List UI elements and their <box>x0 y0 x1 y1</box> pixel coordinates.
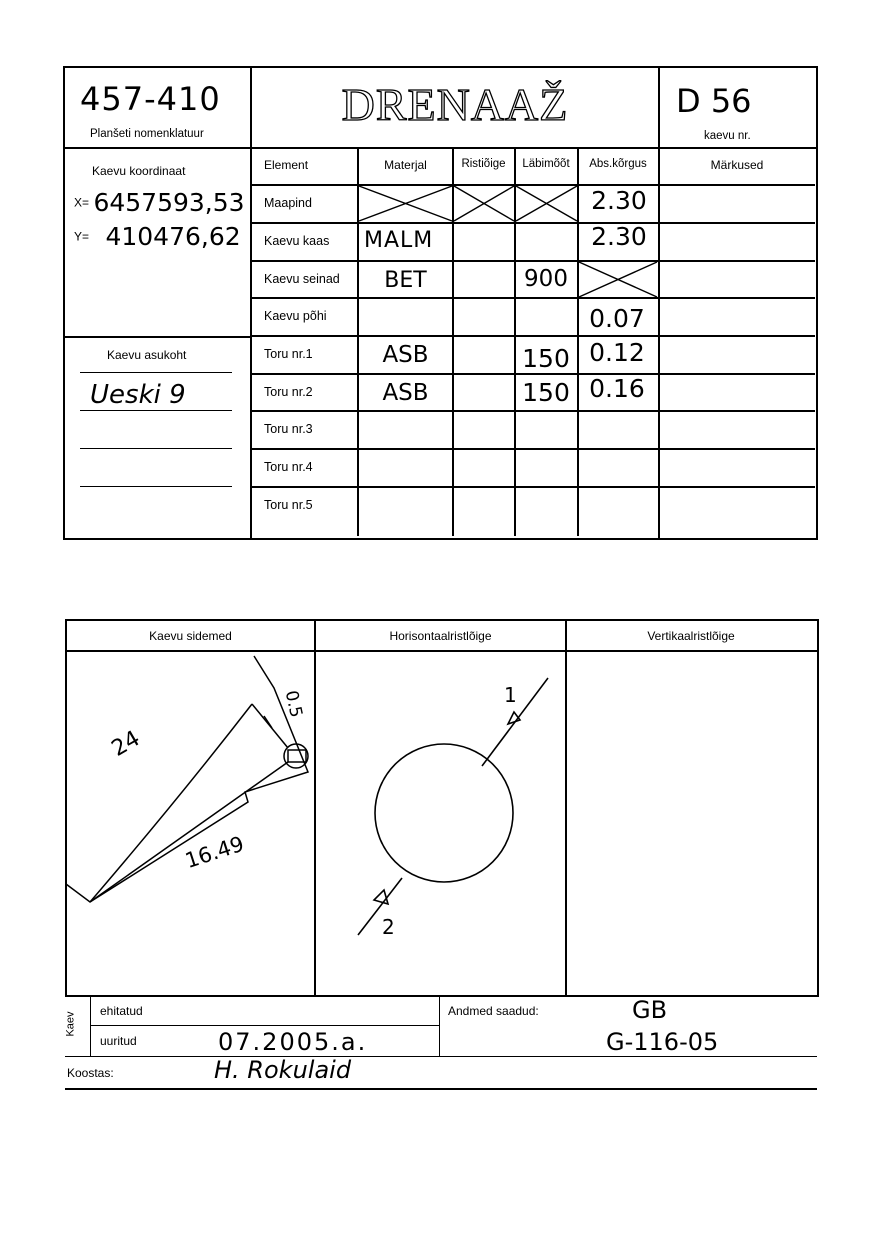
row-label: Kaevu põhi <box>264 309 327 323</box>
footer-rule-mid <box>91 1025 439 1026</box>
section-ties-title: Kaevu sidemed <box>149 629 232 643</box>
row-label: Kaevu kaas <box>264 234 330 248</box>
well-circle <box>375 744 513 882</box>
data-received-label: Andmed saadud: <box>448 1004 539 1018</box>
cell-materjal: ASB <box>382 342 429 368</box>
dim-c-label: 0.5 <box>280 688 306 720</box>
footer-vline-mid <box>439 995 440 1057</box>
crossed-cells <box>0 0 874 560</box>
section-horizontal-title: Horisontaalristlõige <box>389 629 492 643</box>
cell-abs: 2.30 <box>591 186 647 215</box>
col-header-element: Element <box>264 158 309 172</box>
built-label: ehitatud <box>100 1004 143 1018</box>
footer-rule-bottom <box>65 1056 817 1057</box>
col-header-labimoot: Läbimõõt <box>522 158 570 170</box>
pipe-1-arrow <box>508 712 520 724</box>
coordinates-label: Kaevu koordinaat <box>92 164 186 178</box>
cell-labimoot: 900 <box>524 266 568 292</box>
pipe-2-arrow <box>374 890 388 904</box>
footer-vline-side <box>90 995 91 1057</box>
x-value: 6457593,53 <box>93 188 245 217</box>
cell-labimoot: 150 <box>522 378 570 407</box>
compiled-value: H. Rokulaid <box>214 1056 352 1084</box>
surveyed-label: uuritud <box>100 1034 137 1048</box>
well-number: D 56 <box>676 82 752 120</box>
well-number-label: kaevu nr. <box>704 130 751 142</box>
cross-mark <box>579 262 657 297</box>
y-prefix: Y= <box>74 229 90 244</box>
pipe-1-label: 1 <box>504 683 517 707</box>
horizontal-section-sketch <box>316 652 566 992</box>
cross-mark <box>516 186 577 221</box>
pipe-2-label: 2 <box>382 915 395 939</box>
sheet-label: Planšeti nomenklatuur <box>90 128 204 140</box>
pipe-2-line <box>358 878 402 935</box>
row-label: Toru nr.3 <box>264 422 313 436</box>
row-label: Kaevu seinad <box>264 272 340 286</box>
ties-sketch <box>66 652 316 992</box>
footer-rule-final <box>65 1088 817 1090</box>
data-received-value-1: GB <box>632 996 668 1024</box>
row-label: Toru nr.5 <box>264 498 313 512</box>
x-prefix: X= <box>74 195 90 210</box>
cross-mark <box>359 186 452 221</box>
row-label: Toru nr.4 <box>264 460 313 474</box>
footer-side-label: Kaev <box>64 1011 77 1037</box>
location-label: Kaevu asukoht <box>107 348 187 362</box>
row-label: Toru nr.2 <box>264 385 313 399</box>
col-header-ristloige: Ristiõige <box>461 158 506 170</box>
location-value: Ueski 9 <box>90 380 186 410</box>
title-text: DRENAAŽ <box>341 79 569 130</box>
col-header-abs: Abs.kõrgus <box>589 158 647 170</box>
col-header-markused: Märkused <box>710 158 764 172</box>
dim-a-label: 24 <box>107 726 145 762</box>
cell-abs: 2.30 <box>591 222 647 251</box>
cross-mark <box>454 186 514 221</box>
sheet-number: 457-410 <box>80 80 221 118</box>
row-label: Maapind <box>264 196 312 210</box>
cell-abs: 0.07 <box>589 304 645 333</box>
cell-abs: 0.12 <box>589 338 645 367</box>
y-value: 410476,62 <box>105 222 241 251</box>
col-header-materjal: Materjal <box>384 158 427 172</box>
cell-materjal: ASB <box>382 380 429 406</box>
dim-b-label: 16.49 <box>182 831 247 874</box>
cell-labimoot: 150 <box>522 344 570 373</box>
data-received-value-2: G-116-05 <box>606 1028 719 1056</box>
surveyed-value: 07.2005.a. <box>218 1028 368 1056</box>
cell-materjal: MALM <box>364 228 434 253</box>
row-label: Toru nr.1 <box>264 347 313 361</box>
section-vertical-title: Vertikaalristlõige <box>647 629 735 643</box>
tie-line-long <box>90 704 252 902</box>
cell-materjal: BET <box>384 268 427 293</box>
cell-abs: 0.16 <box>589 374 645 403</box>
right-angle-mark <box>264 716 272 728</box>
compiled-label: Koostas: <box>67 1066 114 1080</box>
